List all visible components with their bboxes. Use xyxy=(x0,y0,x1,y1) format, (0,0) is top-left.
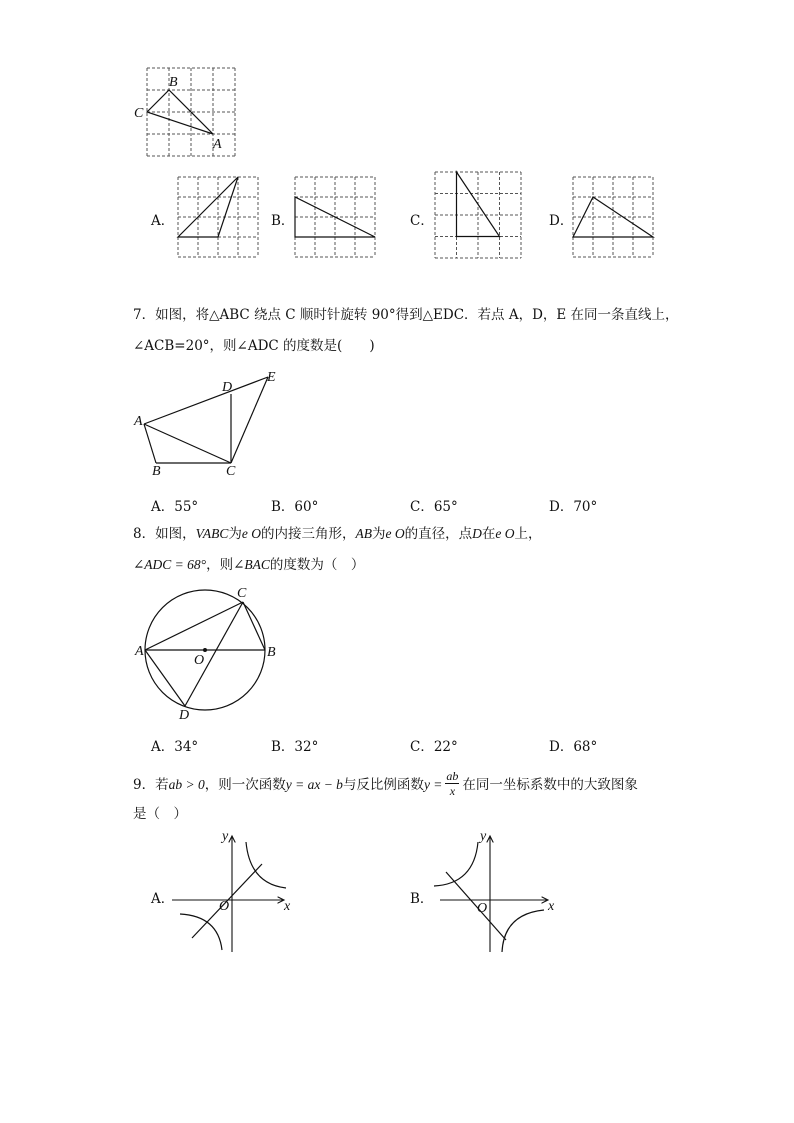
q8-label-A: A xyxy=(135,644,144,659)
q7-label-D: D xyxy=(222,380,233,395)
q9b-label-y: y xyxy=(480,829,487,844)
q6-main-grid-figure xyxy=(125,62,245,162)
q9a-label-x: x xyxy=(284,899,291,914)
q9b-label-x: x xyxy=(548,899,555,914)
q6-option-C[interactable]: C． xyxy=(410,213,434,229)
q7-option-D[interactable]: D．70° xyxy=(549,499,598,515)
q6-option-D-grid xyxy=(571,175,655,259)
q6-label-C: C xyxy=(134,106,144,121)
q8-option-D[interactable]: D．68° xyxy=(549,739,598,755)
q9-option-A[interactable]: A． xyxy=(151,891,175,907)
q8-question-line1: 8．如图，VABC为e O的内接三角形，AB为e O的直径，点D在e O上， xyxy=(133,526,542,542)
q6-option-C-grid xyxy=(433,170,523,262)
q6-option-B-grid xyxy=(293,175,377,259)
q8-option-B[interactable]: B．32° xyxy=(271,739,319,755)
q8-figure xyxy=(125,580,285,725)
q7-option-A[interactable]: A．55° xyxy=(151,499,199,515)
q9-option-B[interactable]: B． xyxy=(410,891,434,907)
q9a-label-O: O xyxy=(219,899,230,914)
q7-label-A: A xyxy=(134,414,143,429)
q9a-label-y: y xyxy=(222,829,229,844)
q7-label-C: C xyxy=(226,464,236,479)
q6-option-B[interactable]: B． xyxy=(271,213,295,229)
q7-label-E: E xyxy=(267,370,276,385)
q7-figure xyxy=(125,365,295,480)
q6-option-A[interactable]: A． xyxy=(151,213,175,229)
q8-option-A[interactable]: A．34° xyxy=(151,739,199,755)
q8-question-line2: ∠ADC = 68°，则∠BAC的度数为（ ） xyxy=(133,557,365,573)
q7-label-B: B xyxy=(152,464,161,479)
q8-label-O: O xyxy=(194,653,205,668)
q9-question-line2: 是（ ） xyxy=(133,806,187,822)
q8-option-C[interactable]: C．22° xyxy=(410,739,458,755)
q7-option-C[interactable]: C．65° xyxy=(410,499,458,515)
q7-option-B[interactable]: B．60° xyxy=(271,499,319,515)
q9-option-B-graph xyxy=(430,828,560,956)
q9-question-line1: 9．若ab > 0，则一次函数y = ax − b与反比例函数y = $\frac{ab}{x}$ 在同一坐标系数中的大致图象 xyxy=(133,769,638,798)
q6-option-D[interactable]: D． xyxy=(549,213,574,229)
q8-label-C: C xyxy=(237,586,247,601)
q9-option-A-graph xyxy=(172,828,297,956)
q6-option-A-grid xyxy=(176,175,260,259)
q6-label-B: B xyxy=(169,75,178,90)
q8-label-D: D xyxy=(179,708,190,723)
q7-question-line2: ∠ACB=20°，则∠ADC 的度数是( ) xyxy=(133,338,375,354)
q8-label-B: B xyxy=(267,645,276,660)
q7-question-line1: 7．如图，将△ABC 绕点 C 顺时针旋转 90°得到△EDC．若点 A，D，E 在同一条直线上， xyxy=(133,307,679,323)
q6-label-A: A xyxy=(213,137,222,152)
q9b-label-O: O xyxy=(477,901,488,916)
